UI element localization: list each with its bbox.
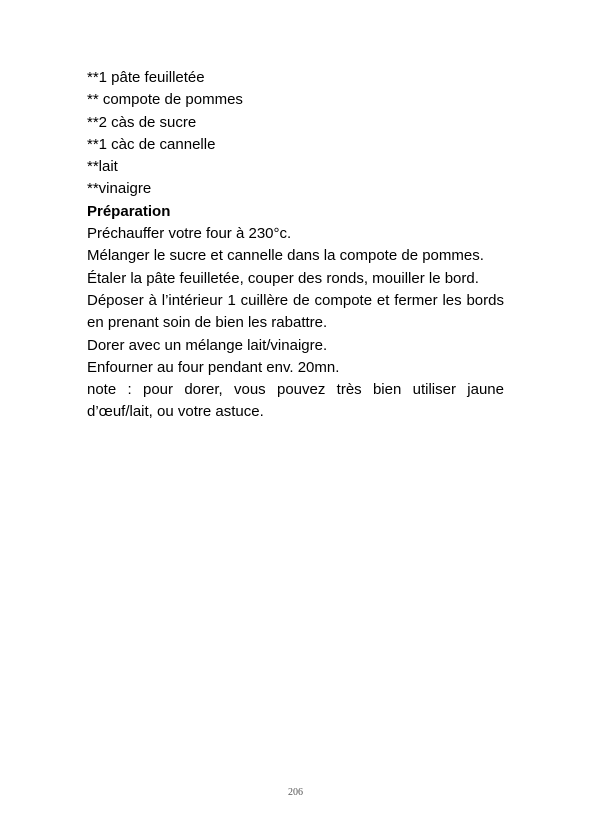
preparation-step: Étaler la pâte feuilletée, couper des ronds, mouiller le bord.	[87, 269, 479, 287]
page-body	[87, 67, 504, 424]
preparation-step: Mélanger le sucre et cannelle dans la compote de pommes.	[87, 247, 484, 265]
preparation-step: note : pour dorer, vous pouvez très bien utiliser jaune d’œuf/lait, ou votre astuce.	[87, 381, 504, 421]
preparation-steps	[87, 223, 504, 424]
preparation-step: Dorer avec un mélange lait/vinaigre.	[87, 336, 328, 354]
ingredient-item: **vinaigre	[87, 180, 152, 198]
preparation-step: Enfourner au four pendant env. 20mn.	[87, 358, 340, 376]
ingredient-list	[87, 67, 504, 201]
ingredient-item: ** compote de pommes	[87, 91, 243, 109]
preparation-step: Préchauffer votre four à 230°c.	[87, 225, 292, 243]
ingredient-item: **lait	[87, 158, 118, 176]
ingredient-item: **1 càc de cannelle	[87, 135, 216, 153]
preparation-step: Déposer à l’intérieur 1 cuillère de compote et fermer les bords en prenant soin de bien les rabattre.	[87, 291, 504, 332]
preparation-heading: Préparation	[87, 202, 171, 220]
ingredient-item: **2 càs de sucre	[87, 113, 197, 131]
ingredient-item: **1 pâte feuilletée	[87, 69, 205, 86]
page-number: 206	[288, 787, 303, 798]
